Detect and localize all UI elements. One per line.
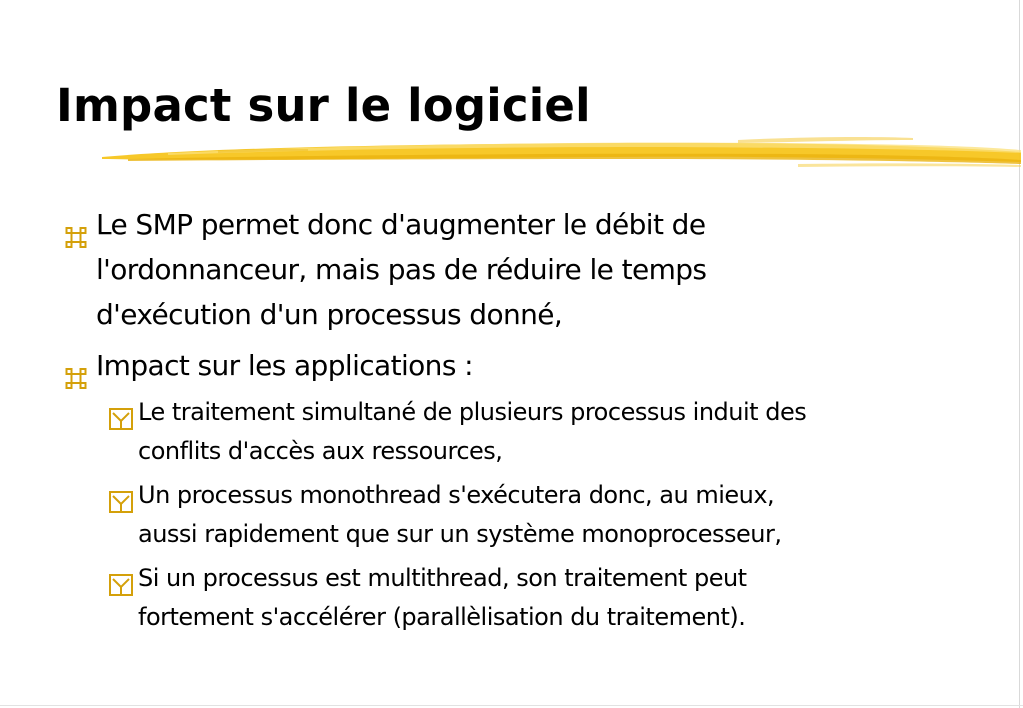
sub-bullet-item [138, 559, 747, 637]
sub-bullet-text-line: aussi rapidement que sur un système monoprocesseur, [138, 520, 782, 548]
y-bullet-icon [109, 403, 133, 425]
sub-bullet-text-line: conflits d'accès aux ressources, [138, 437, 503, 465]
y-bullet-icon [109, 486, 133, 508]
y-bullet-icon [109, 569, 133, 591]
sub-bullet-text-line: Si un processus est multithread, son traitement peut [138, 564, 747, 592]
z-bullet-icon [63, 358, 89, 380]
bullet-text-line: Le SMP permet donc d'augmenter le débit de [96, 208, 706, 241]
bullet-text-line: Impact sur les applications : [96, 349, 473, 382]
bullet-item [96, 202, 706, 337]
sub-bullet-text-line: fortement s'accélérer (parallèlisation du traitement). [138, 603, 746, 631]
sub-bullet-item [138, 476, 782, 554]
z-bullet-icon [63, 217, 89, 239]
bullet-text-line: l'ordonnanceur, mais pas de réduire le temps [96, 253, 707, 286]
sub-bullet-text-line: Le traitement simultané de plusieurs processus induit des [138, 398, 807, 426]
bullet-text-line: d'exécution d'un processus donné, [96, 298, 563, 331]
sub-bullet-text-line: Un processus monothread s'exécutera donc, au mieux, [138, 481, 775, 509]
bullet-item [96, 343, 473, 388]
slide-title: Impact sur le logiciel [56, 79, 591, 132]
sub-bullet-item [138, 393, 806, 471]
